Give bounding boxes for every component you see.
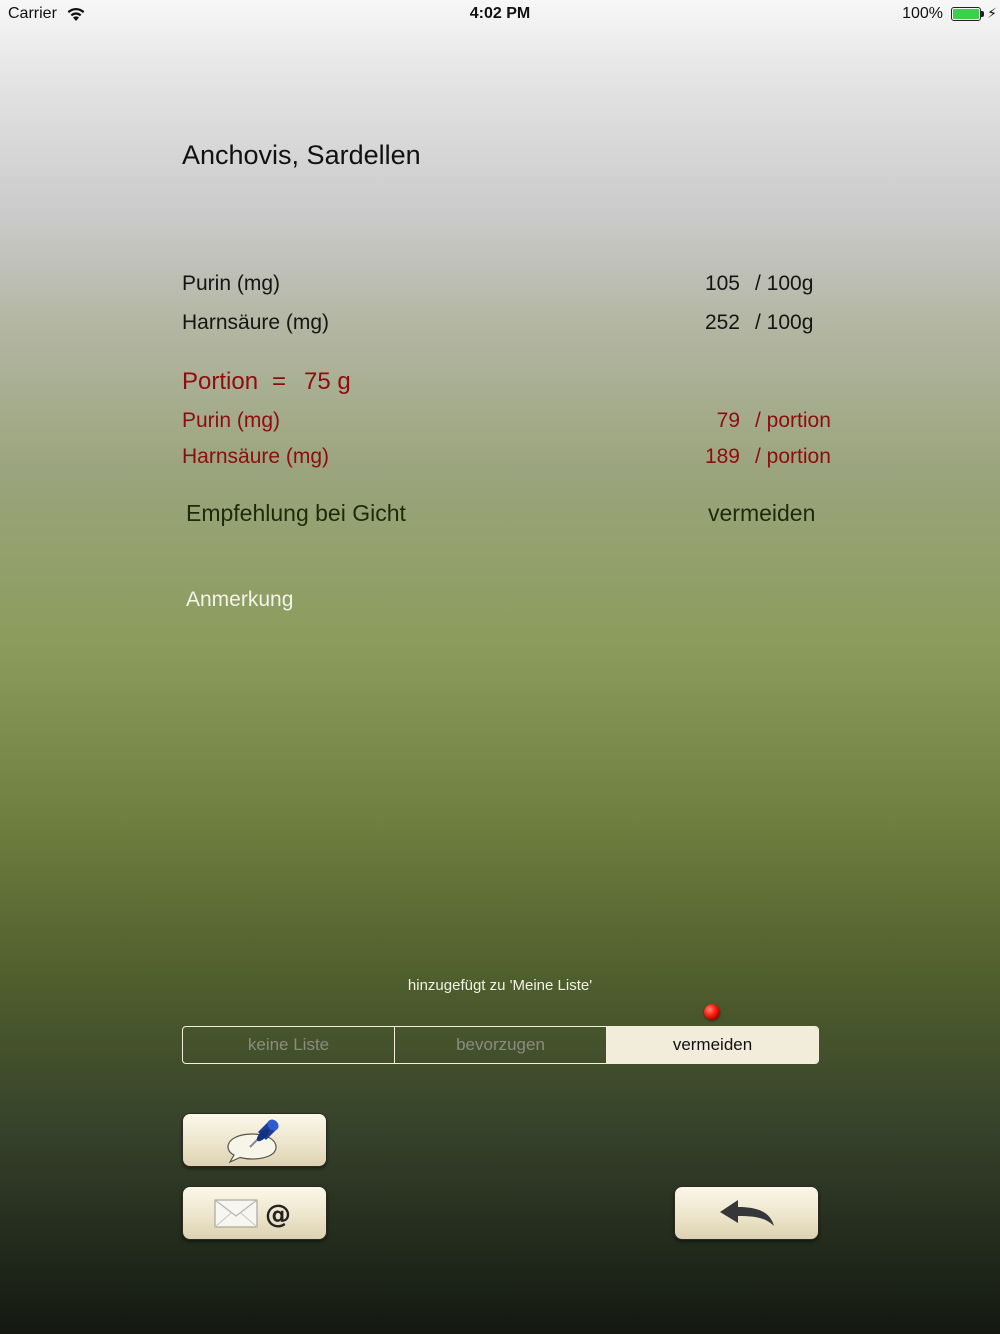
svg-text:@: @ (264, 1200, 291, 1230)
recommendation-label: Empfehlung bei Gicht (186, 500, 406, 526)
battery-percentage: 100% (902, 5, 943, 22)
segment-bevorzugen[interactable]: bevorzugen (395, 1027, 607, 1063)
charging-icon: ⚡ (987, 5, 997, 21)
back-button[interactable] (674, 1186, 819, 1240)
uric-per-portion-unit: / portion (755, 445, 831, 468)
battery-icon (951, 7, 981, 21)
back-arrow-icon (716, 1196, 778, 1230)
portion-size: 75 g (304, 368, 351, 395)
portion-equals: = (272, 368, 287, 395)
purin-per-portion-value: 79 (716, 409, 740, 432)
purin-per-100g-value: 105 (704, 272, 740, 295)
recommendation-value: vermeiden (708, 500, 816, 526)
portion-label: Portion (182, 368, 259, 395)
segment-vermeiden[interactable]: vermeiden (607, 1027, 818, 1063)
purin-per-100g-label: Purin (mg) (182, 272, 281, 295)
purin-per-100g-unit: / 100g (755, 272, 814, 295)
list-status-message: hinzugefügt zu 'Meine Liste' (407, 977, 593, 994)
status-bar (0, 0, 1000, 28)
pushpin-speech-bubble-icon (222, 1117, 288, 1163)
clock: 4:02 PM (469, 5, 531, 22)
carrier-label: Carrier (8, 5, 57, 22)
food-title: Anchovis, Sardellen (182, 140, 421, 170)
uric-per-100g-value: 252 (704, 311, 740, 334)
list-segmented-control (182, 1026, 819, 1064)
uric-per-100g-label: Harnsäure (mg) (182, 311, 330, 334)
segment-keine-liste[interactable]: keine Liste (183, 1027, 395, 1063)
uric-per-portion-label: Harnsäure (mg) (182, 445, 330, 468)
mail-button[interactable] (182, 1186, 327, 1240)
notes-button[interactable] (182, 1113, 327, 1167)
purin-per-portion-unit: / portion (755, 409, 831, 432)
envelope-at-icon (213, 1196, 297, 1230)
uric-per-100g-unit: / 100g (755, 311, 814, 334)
battery-tip (981, 11, 984, 17)
purin-per-portion-label: Purin (mg) (182, 409, 281, 432)
uric-per-portion-value: 189 (704, 445, 740, 468)
remark-label: Anmerkung (186, 588, 294, 611)
selection-indicator-dot (704, 1004, 720, 1020)
